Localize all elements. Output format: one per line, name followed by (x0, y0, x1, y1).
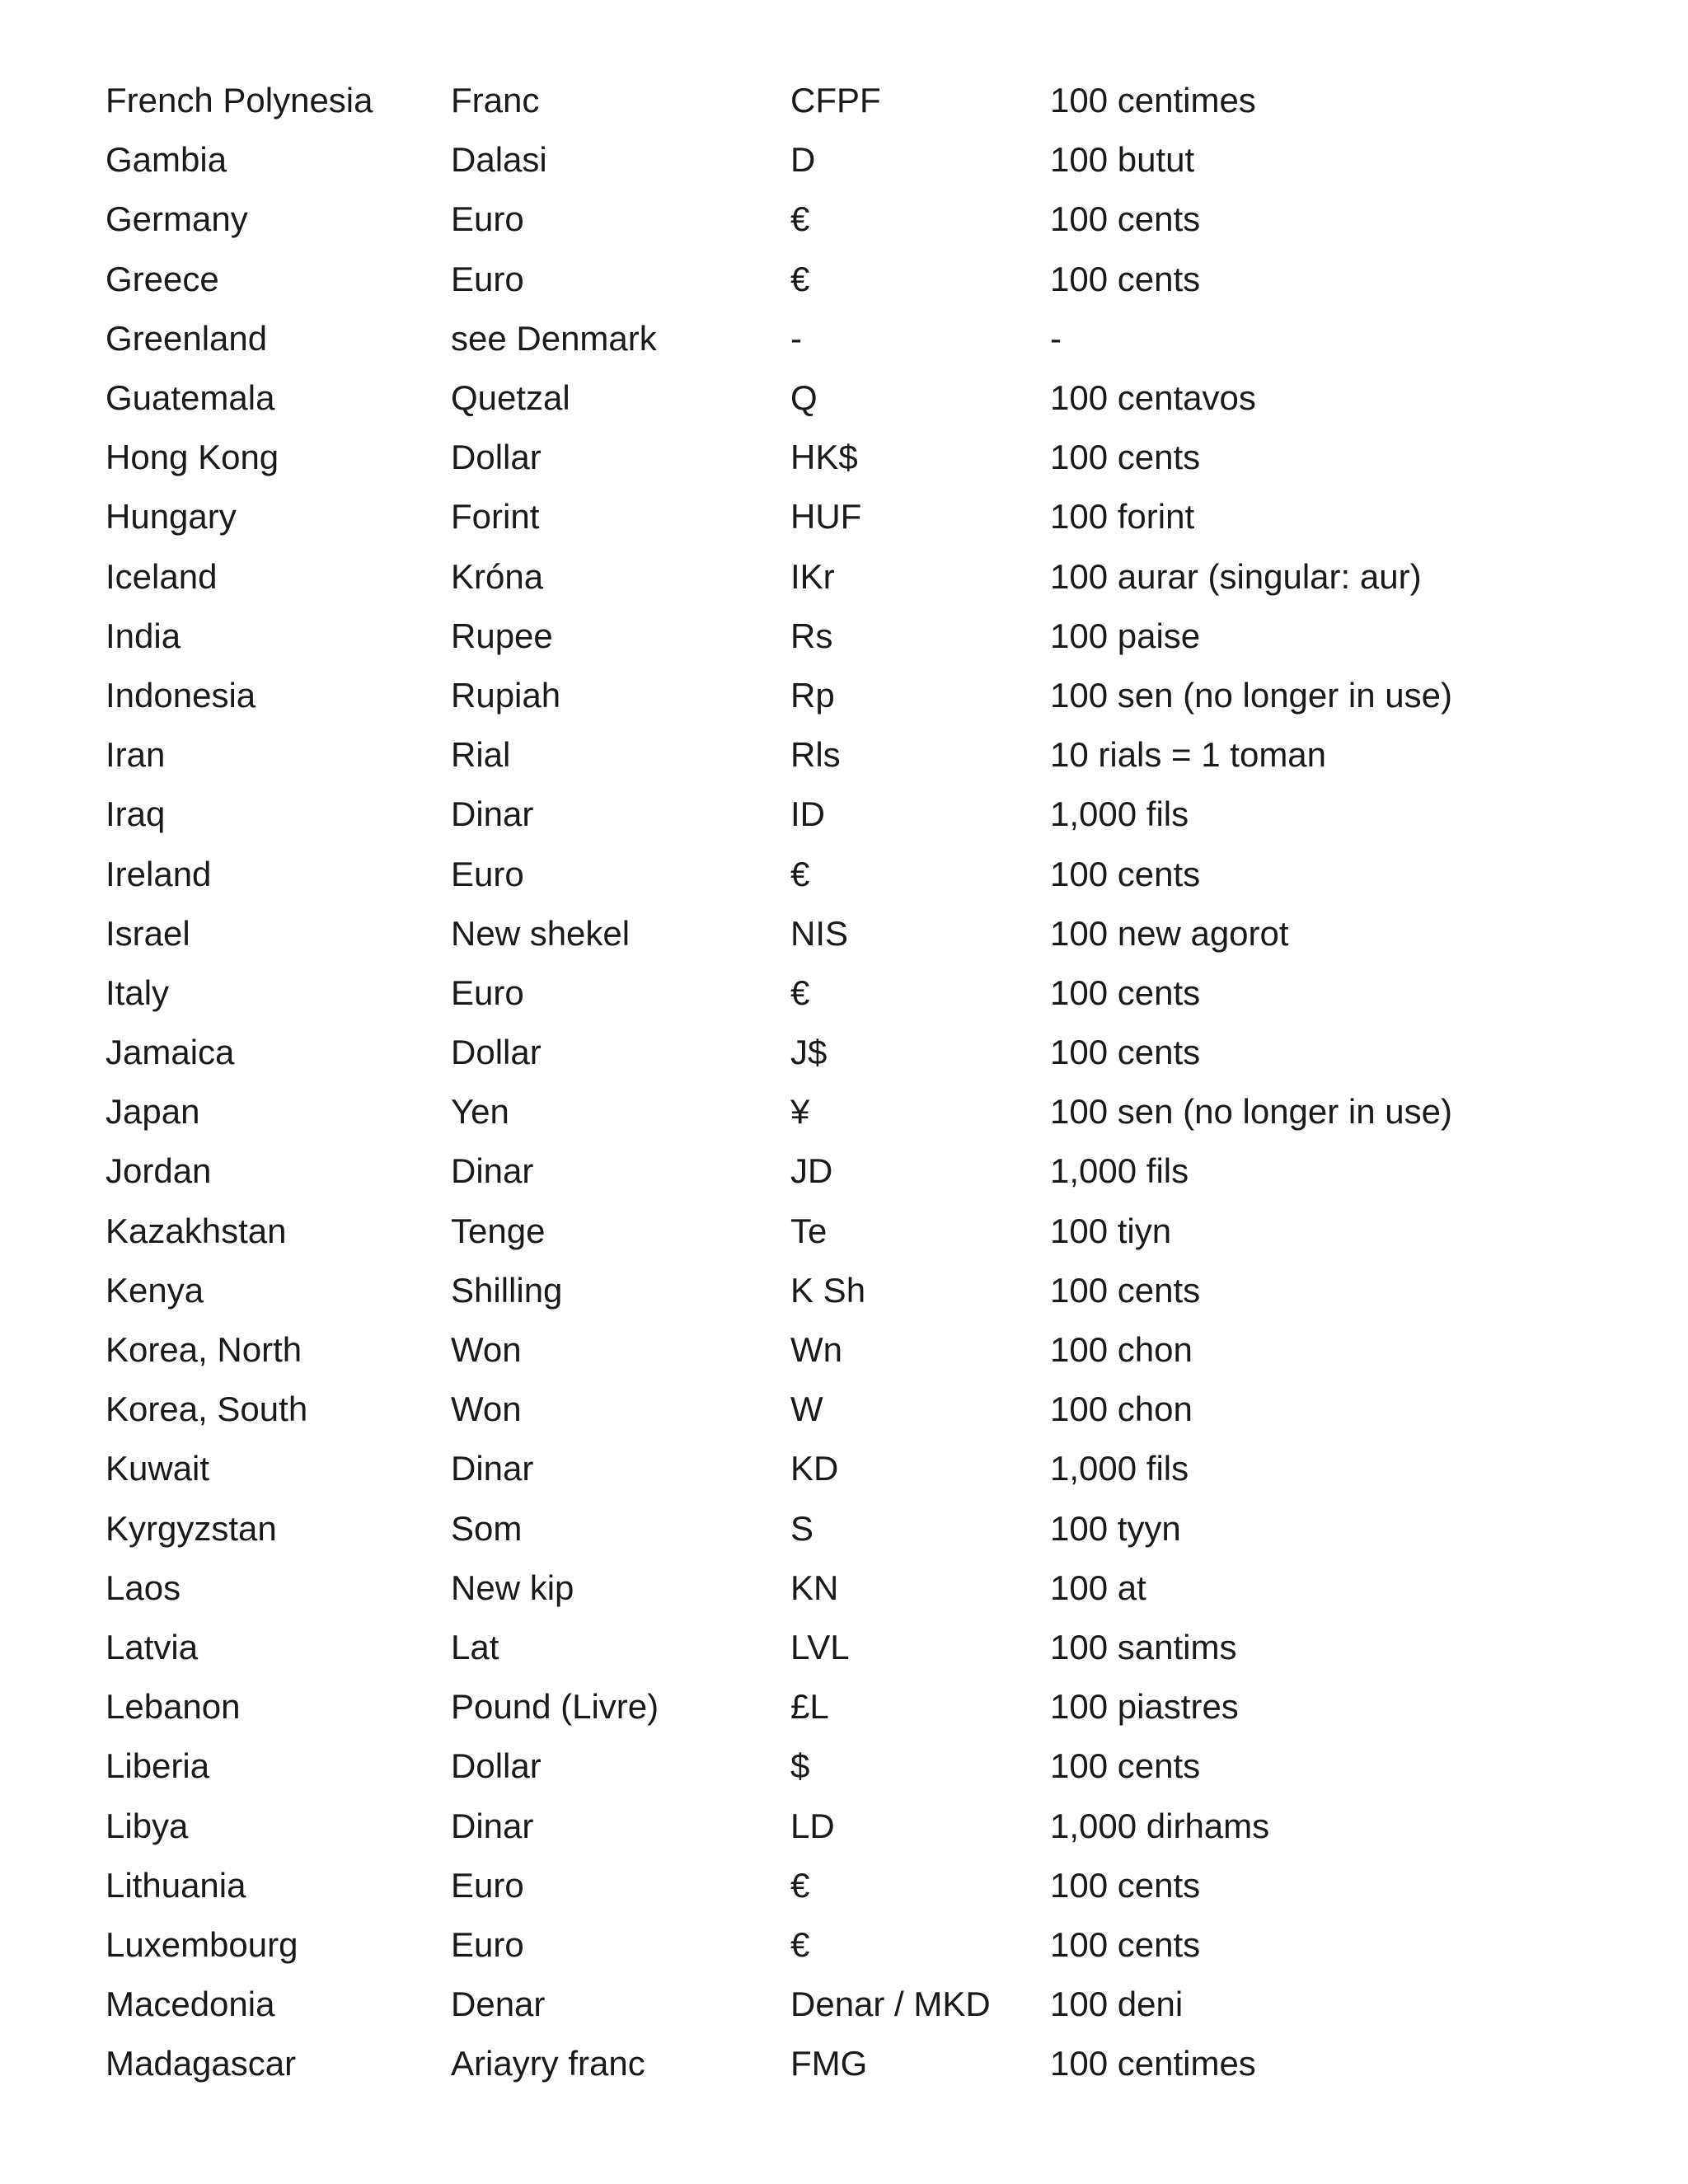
symbol-cell: HUF (790, 497, 862, 537)
currency-cell: Euro (451, 259, 524, 298)
table-body (106, 71, 1545, 2093)
symbol-cell: € (790, 854, 810, 893)
symbol-cell: ¥ (790, 1092, 810, 1132)
table-row (106, 71, 1545, 130)
currency-table (106, 71, 1545, 2093)
subunit-cell: 100 santims (1050, 1627, 1237, 1666)
currency-cell: Dinar (451, 794, 534, 834)
table-row (106, 844, 1545, 903)
table-row (106, 1677, 1545, 1736)
symbol-cell: J$ (790, 1033, 828, 1072)
symbol-cell: S (790, 1508, 814, 1548)
table-row (106, 547, 1545, 607)
currency-cell: Rupiah (451, 675, 561, 715)
table-row (106, 1439, 1545, 1498)
symbol-cell: NIS (790, 913, 849, 953)
symbol-cell: £L (790, 1687, 829, 1727)
subunit-cell: 100 cents (1050, 438, 1201, 477)
symbol-cell: € (790, 972, 810, 1012)
currency-cell: Yen (451, 1092, 509, 1132)
symbol-cell: - (790, 318, 802, 358)
country-cell: Korea, South (106, 1390, 308, 1429)
currency-cell: Rial (451, 735, 511, 775)
country-cell: Israel (106, 913, 190, 953)
table-row (106, 607, 1545, 666)
table-row (106, 1975, 1545, 2034)
currency-cell: Franc (451, 81, 540, 120)
subunit-cell: 100 sen (no longer in use) (1050, 675, 1452, 715)
symbol-cell: Rs (790, 616, 833, 655)
subunit-cell: 10 rials = 1 toman (1050, 735, 1327, 775)
subunit-cell: 100 tyyn (1050, 1508, 1181, 1548)
symbol-cell: Wn (790, 1330, 842, 1370)
country-cell: India (106, 616, 181, 655)
subunit-cell: 100 centimes (1050, 81, 1256, 120)
table-row (106, 1915, 1545, 1975)
country-cell: Japan (106, 1092, 200, 1132)
symbol-cell: W (790, 1390, 823, 1429)
subunit-cell: 100 cents (1050, 259, 1201, 298)
subunit-cell: 100 sen (no longer in use) (1050, 1092, 1452, 1132)
country-cell: Kuwait (106, 1449, 210, 1488)
currency-cell: Won (451, 1330, 522, 1370)
table-row (106, 1141, 1545, 1201)
currency-cell: Dalasi (451, 140, 547, 180)
subunit-cell: 100 cents (1050, 1270, 1201, 1310)
symbol-cell: € (790, 1924, 810, 1964)
symbol-cell: LD (790, 1806, 835, 1845)
country-cell: Jamaica (106, 1033, 235, 1072)
symbol-cell: € (790, 1865, 810, 1905)
subunit-cell: 100 cents (1050, 199, 1201, 239)
currency-cell: Som (451, 1508, 523, 1548)
table-row (106, 130, 1545, 190)
currency-cell: Euro (451, 199, 524, 239)
symbol-cell: K Sh (790, 1270, 866, 1310)
country-cell: Guatemala (106, 378, 275, 418)
symbol-cell: Rls (790, 735, 841, 775)
table-row (106, 309, 1545, 368)
symbol-cell: KD (790, 1449, 839, 1488)
currency-cell: Tenge (451, 1211, 546, 1250)
subunit-cell: 100 centimes (1050, 2044, 1256, 2083)
subunit-cell: 100 cents (1050, 1746, 1201, 1786)
subunit-cell: 100 at (1050, 1568, 1146, 1607)
currency-cell: Denar (451, 1985, 546, 2024)
subunit-cell: 100 tiyn (1050, 1211, 1172, 1250)
country-cell: Iceland (106, 556, 218, 596)
table-row (106, 1618, 1545, 1677)
table-row (106, 487, 1545, 546)
subunit-cell: 100 aurar (singular: aur) (1050, 556, 1422, 596)
symbol-cell: LVL (790, 1627, 850, 1666)
country-cell: Kazakhstan (106, 1211, 287, 1250)
country-cell: French Polynesia (106, 81, 373, 120)
currency-cell: Forint (451, 497, 540, 537)
subunit-cell: 100 forint (1050, 497, 1195, 537)
subunit-cell: 100 cents (1050, 1865, 1201, 1905)
symbol-cell: IKr (790, 556, 835, 596)
country-cell: Macedonia (106, 1985, 275, 2024)
country-cell: Iran (106, 735, 166, 775)
subunit-cell: 1,000 fils (1050, 1151, 1189, 1191)
table-row (106, 666, 1545, 725)
currency-cell: Dollar (451, 1746, 542, 1786)
country-cell: Germany (106, 199, 248, 239)
currency-cell: Króna (451, 556, 544, 596)
currency-cell: Lat (451, 1627, 499, 1666)
currency-cell: Ariayry franc (451, 2044, 645, 2083)
currency-cell: Euro (451, 1865, 524, 1905)
country-cell: Liberia (106, 1746, 210, 1786)
subunit-cell: 100 chon (1050, 1390, 1193, 1429)
country-cell: Korea, North (106, 1330, 302, 1370)
table-row (106, 1558, 1545, 1618)
table-row (106, 190, 1545, 249)
subunit-cell: - (1050, 318, 1062, 358)
currency-cell: see Denmark (451, 318, 657, 358)
table-row (106, 250, 1545, 309)
table-row (106, 368, 1545, 428)
subunit-cell: 100 paise (1050, 616, 1201, 655)
table-row (106, 1796, 1545, 1855)
subunit-cell: 100 new agorot (1050, 913, 1289, 953)
table-row (106, 1261, 1545, 1320)
currency-cell: Dinar (451, 1151, 534, 1191)
currency-cell: Dinar (451, 1806, 534, 1845)
currency-cell: Pound (Livre) (451, 1687, 659, 1727)
symbol-cell: JD (790, 1151, 833, 1191)
table-row (106, 1023, 1545, 1082)
country-cell: Laos (106, 1568, 181, 1607)
subunit-cell: 100 chon (1050, 1330, 1193, 1370)
table-row (106, 1202, 1545, 1261)
symbol-cell: Rp (790, 675, 835, 715)
table-row (106, 1499, 1545, 1558)
country-cell: Iraq (106, 794, 166, 834)
table-row (106, 428, 1545, 487)
table-row (106, 1082, 1545, 1141)
symbol-cell: FMG (790, 2044, 868, 2083)
symbol-cell: ID (790, 794, 825, 834)
symbol-cell: Q (790, 378, 818, 418)
subunit-cell: 100 cents (1050, 1924, 1201, 1964)
country-cell: Lithuania (106, 1865, 246, 1905)
country-cell: Jordan (106, 1151, 212, 1191)
table-row (106, 1736, 1545, 1796)
subunit-cell: 1,000 fils (1050, 1449, 1189, 1488)
country-cell: Madagascar (106, 2044, 297, 2083)
symbol-cell: $ (790, 1746, 810, 1786)
symbol-cell: Denar / MKD (790, 1985, 991, 2024)
country-cell: Luxembourg (106, 1924, 298, 1964)
subunit-cell: 1,000 fils (1050, 794, 1189, 834)
subunit-cell: 1,000 dirhams (1050, 1806, 1270, 1845)
table-row (106, 1380, 1545, 1439)
symbol-cell: D (790, 140, 816, 180)
country-cell: Gambia (106, 140, 227, 180)
subunit-cell: 100 piastres (1050, 1687, 1239, 1727)
currency-cell: Quetzal (451, 378, 570, 418)
country-cell: Indonesia (106, 675, 256, 715)
currency-cell: Euro (451, 1924, 524, 1964)
currency-cell: Shilling (451, 1270, 563, 1310)
subunit-cell: 100 centavos (1050, 378, 1256, 418)
country-cell: Kenya (106, 1270, 204, 1310)
symbol-cell: CFPF (790, 81, 881, 120)
subunit-cell: 100 deni (1050, 1985, 1184, 2024)
country-cell: Kyrgyzstan (106, 1508, 277, 1548)
currency-cell: Dollar (451, 1033, 542, 1072)
symbol-cell: HK$ (790, 438, 858, 477)
country-cell: Italy (106, 972, 170, 1012)
currency-cell: Euro (451, 972, 524, 1012)
subunit-cell: 100 butut (1050, 140, 1195, 180)
country-cell: Libya (106, 1806, 189, 1845)
table-row (106, 904, 1545, 963)
currency-cell: Euro (451, 854, 524, 893)
symbol-cell: KN (790, 1568, 839, 1607)
currency-cell: New shekel (451, 913, 631, 953)
country-cell: Hong Kong (106, 438, 279, 477)
currency-cell: Dollar (451, 438, 542, 477)
currency-cell: Won (451, 1390, 522, 1429)
country-cell: Latvia (106, 1627, 199, 1666)
country-cell: Greenland (106, 318, 268, 358)
subunit-cell: 100 cents (1050, 854, 1201, 893)
country-cell: Hungary (106, 497, 237, 537)
table-row (106, 785, 1545, 844)
table-row (106, 725, 1545, 785)
currency-cell: New kip (451, 1568, 574, 1607)
table-row (106, 1856, 1545, 1915)
country-cell: Greece (106, 259, 219, 298)
currency-cell: Rupee (451, 616, 553, 655)
table-row (106, 1320, 1545, 1380)
subunit-cell: 100 cents (1050, 972, 1201, 1012)
country-cell: Ireland (106, 854, 212, 893)
table-row (106, 2034, 1545, 2093)
symbol-cell: € (790, 259, 810, 298)
country-cell: Lebanon (106, 1687, 241, 1727)
symbol-cell: € (790, 199, 810, 239)
symbol-cell: Te (790, 1211, 828, 1250)
table-row (106, 963, 1545, 1023)
currency-cell: Dinar (451, 1449, 534, 1488)
subunit-cell: 100 cents (1050, 1033, 1201, 1072)
